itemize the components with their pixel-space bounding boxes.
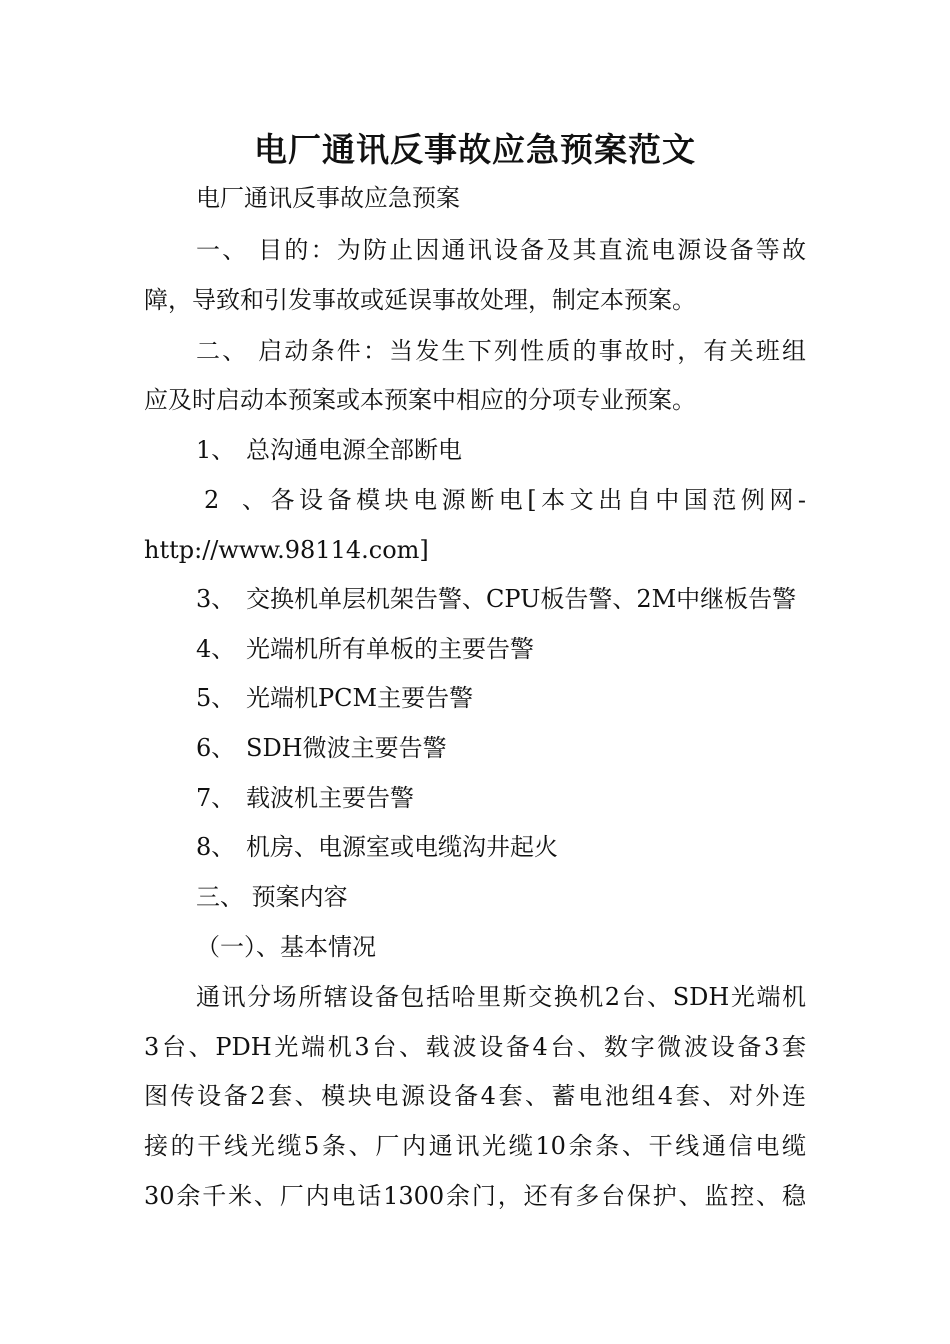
list-item-text: 交换机单层机架告警、CPU板告警、2M中继板告警: [246, 585, 797, 613]
list-item: [196, 830, 558, 864]
list-item-text: 载波机主要告警: [246, 784, 414, 812]
list-item: [196, 681, 473, 715]
body-line: 30余千米、厂内电话1300余门，还有多台保护、监控、稳: [144, 1182, 806, 1210]
body-line: 图传设备2套、模块电源设备4套、蓄电池组4套、对外连: [144, 1082, 806, 1110]
list-item: [196, 582, 796, 616]
list-item: [196, 632, 534, 666]
list-item-text: 光端机PCM主要告警: [246, 684, 474, 712]
list-item-text: 各设备模块电源断电[本文出自中国范例网-: [266, 486, 806, 514]
list-item-text: 光端机所有单板的主要告警: [246, 635, 534, 663]
section1-line1: 一、 目的：为防止因通讯设备及其直流电源设备等故: [196, 236, 806, 264]
section2-line1: 二、 启动条件：当发生下列性质的事故时，有关班组: [196, 337, 806, 365]
section2-line2: 应及时启动本预案或本预案中相应的分项专业预案。: [144, 386, 696, 414]
list-item: [204, 483, 806, 517]
body-line: 通讯分场所辖设备包括哈里斯交换机2台、SDH光端机: [196, 983, 806, 1011]
list-item-continuation: http://www.98114.com]: [144, 536, 429, 564]
body-line: 3台、PDH光端机3台、载波设备4台、数字微波设备3套: [144, 1033, 806, 1061]
subsection-heading: （一）、基本情况: [196, 933, 376, 961]
list-item-number: 2、: [204, 486, 266, 514]
list-item: [196, 433, 462, 467]
list-item: [196, 781, 414, 815]
document-title: 电厂通讯反事故应急预案范文: [254, 130, 696, 169]
document-subtitle: 电厂通讯反事故应急预案: [196, 184, 460, 212]
list-item-number: 3、: [196, 585, 236, 613]
list-item-number: 1、: [196, 436, 236, 464]
list-item-number: 8、: [196, 833, 236, 861]
list-item-number: 4、: [196, 635, 236, 663]
section1-line2: 障，导致和引发事故或延误事故处理，制定本预案。: [144, 286, 696, 314]
list-item-text: 机房、电源室或电缆沟井起火: [246, 833, 558, 861]
section3-heading: 三、 预案内容: [196, 883, 348, 911]
list-item-number: 5、: [196, 684, 236, 712]
list-item: [196, 731, 447, 765]
list-item-text: SDH微波主要告警: [246, 734, 447, 762]
list-item-number: 6、: [196, 734, 236, 762]
body-line: 接的干线光缆5条、厂内通讯光缆10余条、干线通信电缆: [144, 1132, 806, 1160]
list-item-text: 总沟通电源全部断电: [246, 436, 462, 464]
list-item-number: 7、: [196, 784, 236, 812]
